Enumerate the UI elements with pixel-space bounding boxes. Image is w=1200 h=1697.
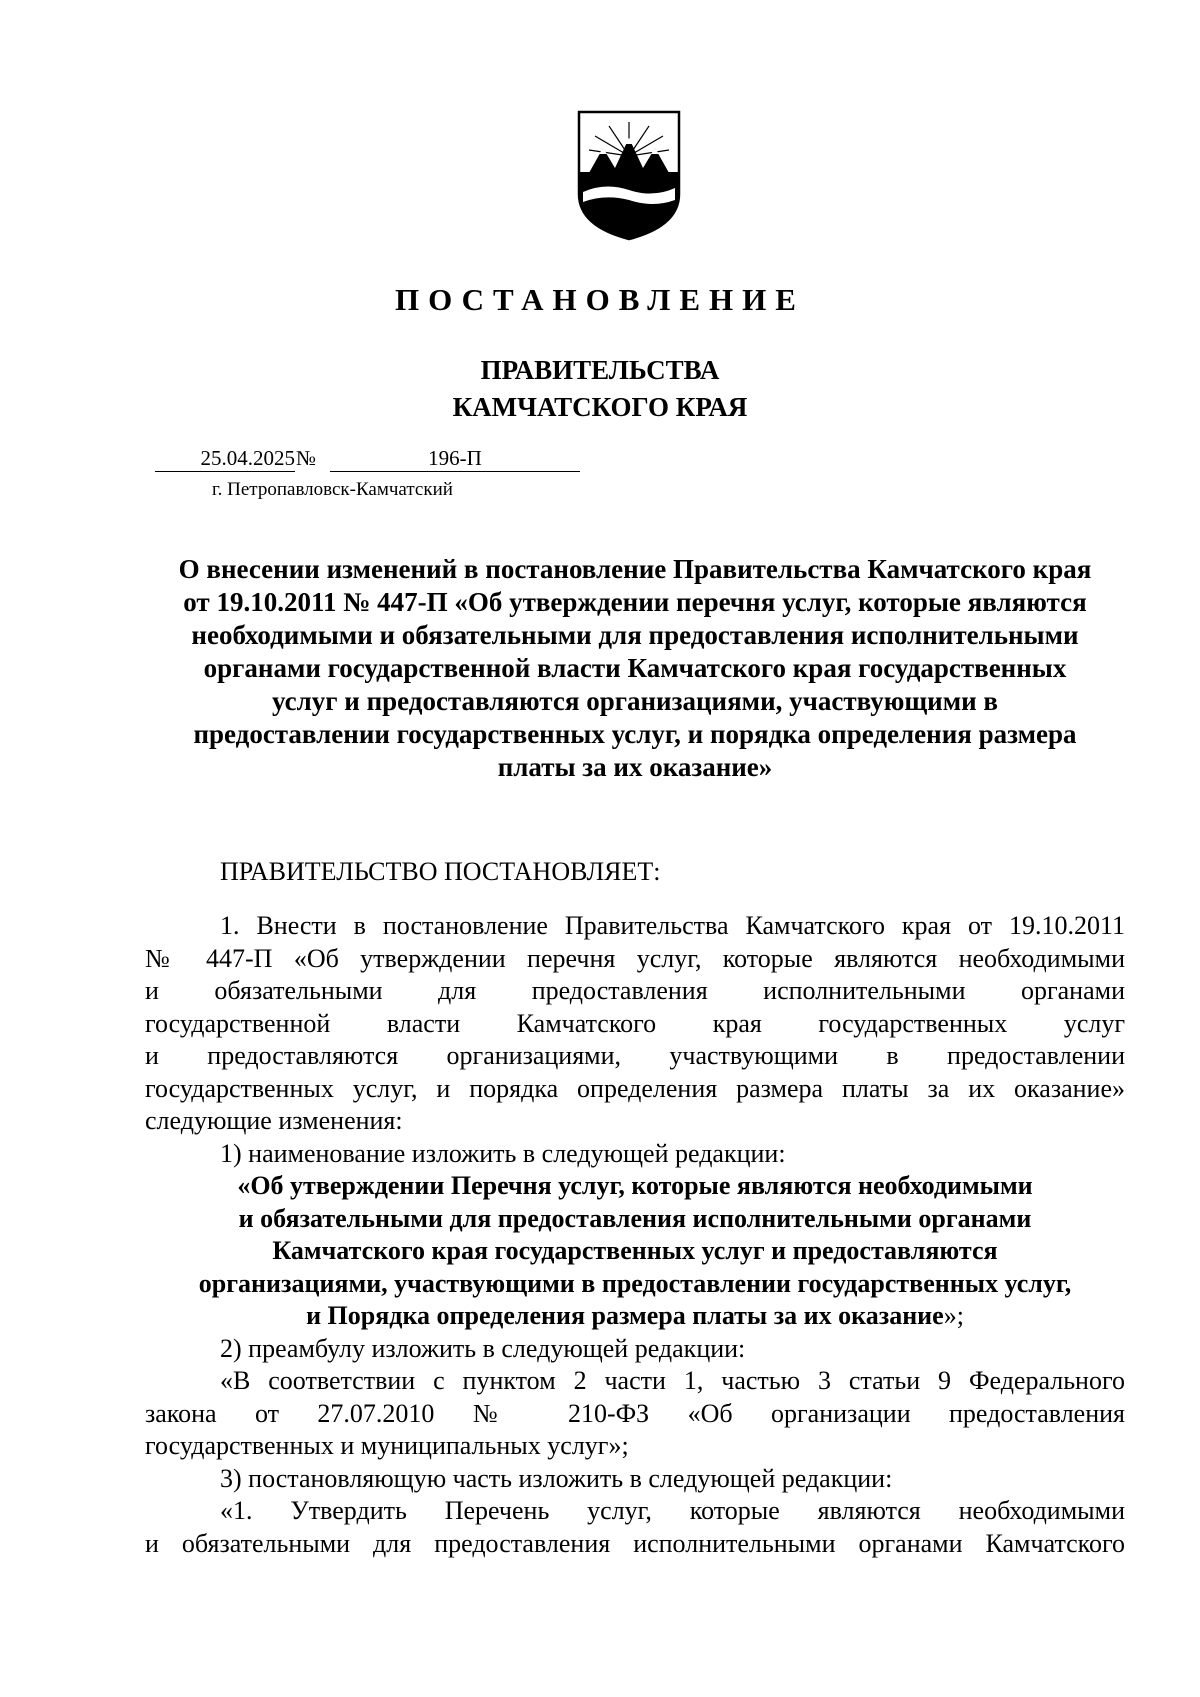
subject-line: предоставлении государственных услуг, и порядка определения размера	[193, 719, 1077, 749]
authority-line-1: ПРАВИТЕЛЬСТВА	[480, 355, 720, 385]
document-date: 25.04.2025	[155, 445, 295, 472]
body-line: государственных и муниципальных услуг»;	[145, 1431, 629, 1460]
body-line-new-title: и обязательными для предоставления исполнительными органами	[238, 1203, 1032, 1233]
document-body	[145, 910, 1125, 1560]
subject-line: органами государственной власти Камчатского края государственных	[203, 653, 1067, 683]
body-line: 3) постановляющую часть изложить в следующей редакции:	[220, 1463, 893, 1493]
kamchatka-coat-of-arms-emblem	[575, 108, 683, 242]
new-title-closing: »;	[943, 1301, 964, 1330]
authority-line-2: КАМЧАТСКОГО КРАЯ	[452, 392, 748, 422]
body-line: закона от 27.07.2010 № 210-ФЗ «Об организации предоставления	[145, 1398, 1125, 1428]
subject-line: платы за их оказание»	[497, 752, 773, 782]
body-line: и предоставляются организациями, участвующими в предоставлении	[145, 1041, 1125, 1070]
issuing-authority	[0, 352, 1200, 426]
body-line: следующие изменения:	[145, 1106, 403, 1135]
body-line: государственной власти Камчатского края государственных услуг	[145, 1008, 1125, 1038]
body-line-new-title: организациями, участвующими в предоставлении государственных услуг,	[198, 1268, 1072, 1298]
subject-line: О внесении изменений в постановление Правительства Камчатского края	[178, 554, 1092, 584]
subject-line: от 19.10.2011 № 447-П «Об утверждении перечня услуг, которые являются	[183, 587, 1087, 617]
body-line-new-title-end	[145, 1300, 1125, 1333]
body-line: и обязательными для предоставления исполнительными органами Камчатского	[145, 1528, 1125, 1558]
body-line-new-title: «Об утверждении Перечня услуг, которые являются необходимыми	[237, 1171, 1033, 1200]
body-line: 1) наименование изложить в следующей редакции:	[220, 1138, 786, 1168]
body-line-new-title: Камчатского края государственных услуг и предоставляются	[272, 1236, 998, 1265]
body-line: «В соответствии с пунктом 2 части 1, частью 3 статьи 9 Федерального	[220, 1366, 1125, 1395]
number-label: №	[296, 446, 317, 470]
subject-line: услуг и предоставляются организациями, участвующими в	[271, 686, 999, 716]
body-line: «1. Утвердить Перечень услуг, которые являются необходимыми	[220, 1496, 1125, 1525]
new-title-bold-part: и Порядка определения размера платы за их оказание	[306, 1301, 944, 1330]
document-type-title: ПОСТАНОВЛЕНИЕ	[395, 282, 805, 317]
document-number: 196-П	[330, 445, 580, 472]
body-line: 1. Внести в постановление Правительства Камчатского края от 19.10.2011	[220, 911, 1125, 940]
decree-formula: ПРАВИТЕЛЬСТВО ПОСТАНОВЛЯЕТ:	[220, 857, 661, 886]
body-line: 2) преамбулу изложить в следующей редакции:	[220, 1333, 746, 1363]
body-line: и обязательными для предоставления исполнительными органами	[145, 976, 1125, 1005]
document-subject	[145, 553, 1125, 784]
place-of-issue: г. Петропавловск-Камчатский	[212, 479, 453, 500]
body-line: № 447-П «Об утверждении перечня услуг, которые являются необходимыми	[145, 943, 1125, 973]
subject-line: необходимыми и обязательными для предоставления исполнительными	[191, 620, 1079, 650]
body-line: государственных услуг, и порядка определения размера платы за их оказание»	[145, 1073, 1125, 1103]
